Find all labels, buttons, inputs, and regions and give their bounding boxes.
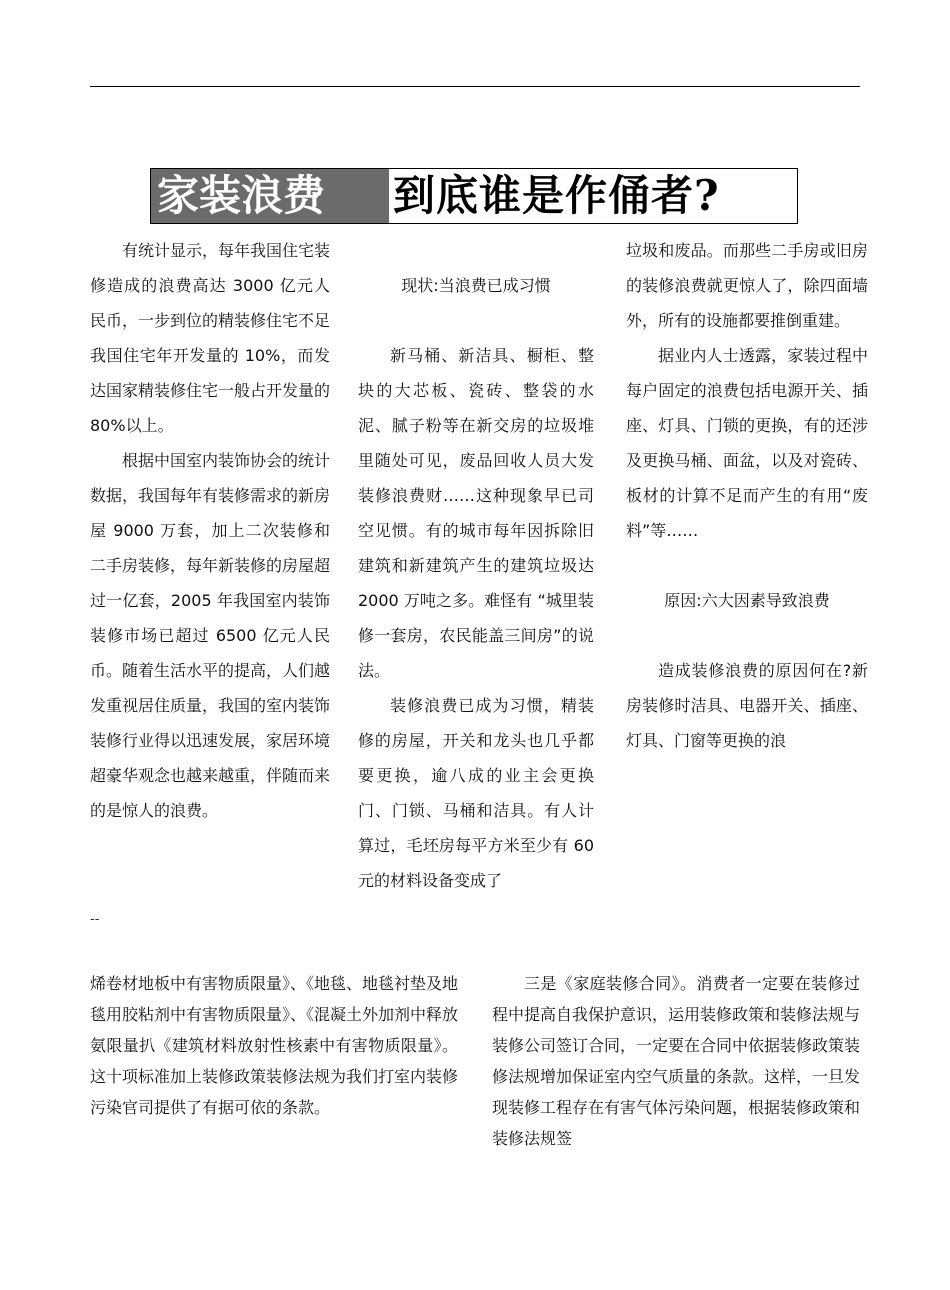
page-separator: --	[90, 912, 100, 927]
bottom-column-left	[90, 968, 458, 1123]
col2-spacer-heading	[358, 303, 594, 338]
top-rule	[90, 86, 860, 87]
col3-paragraph-3: 造成装修浪费的原因何在?新房装修时洁具、电器开关、插座、灯具、门窗等更换的浪	[626, 661, 868, 750]
title-right: 到底谁是作俑者?	[393, 171, 720, 220]
title-banner	[150, 168, 798, 224]
col1-paragraph-2: 根据中国室内装饰协会的统计数据，我国每年有装修需求的新房屋 9000 万套，加上二次装修和二手房装修，每年新装修的房屋超过一亿套，2005 年我国室内装饰装修市场已超过 6500 亿元人民币。随着生活水平的提高，人们越发重视居住质量，我国的室内装饰装修行业得以迅速发展，家居环境超豪华观念也越来越重，伴随而来的是惊人的浪费。	[90, 451, 331, 820]
col3-spacer-heading	[626, 618, 868, 653]
col3-paragraph-1: 垃圾和废品。而那些二手房或旧房的装修浪费就更惊人了，除四面墙外，所有的设施都要推倒重建。	[626, 241, 868, 330]
col2-paragraph-1: 新马桶、新洁具、橱柜、整块的大芯板、瓷砖、整袋的水泥、腻子粉等在新交房的垃圾堆里随处可见，废品回收人员大发装修浪费财……这种现象早已司空见惯。有的城市每年因拆除旧建筑和新建筑产生的建筑垃圾达 2000 万吨之多。难怪有 “城里装修一套房，农民能盖三间房”的说法。	[358, 346, 594, 680]
col3-section-heading: 原因:六大因素导致浪费	[664, 591, 830, 610]
col3-spacer-top	[626, 548, 868, 583]
col3-paragraph-2: 据业内人士透露，家装过程中每户固定的浪费包括电源开关、插座、灯具、门锁的更换，有的还涉及更换马桶、面盆，以及对瓷砖、板材的计算不足而产生的有用“废料”等……	[626, 346, 868, 540]
column-3	[626, 233, 868, 758]
col2-paragraph-2: 装修浪费已成为习惯，精装修的房屋，开关和龙头也几乎都要更换，逾八成的业主会更换门、门锁、马桶和洁具。有人计算过，毛坯房每平方米至少有 60 元的材料设备变成了	[358, 696, 594, 890]
column-1	[90, 233, 330, 828]
bottom-right-paragraph: 三是《家庭装修合同》。消费者一定要在装修过程中提高自我保护意识，运用装修政策和装修法规与装修公司签订合同，一定要在合同中依据装修政策装修法规增加保证室内空气质量的条款。这样，一旦发现装修工程存在有害气体污染问题，根据装修政策和装修法规签	[492, 974, 861, 1148]
col2-spacer-top	[358, 233, 594, 268]
column-2	[358, 233, 594, 898]
col2-section-heading: 现状:当浪费已成习惯	[401, 276, 551, 295]
title-left: 家装浪费	[151, 169, 389, 223]
bottom-left-paragraph: 烯卷材地板中有害物质限量》、《地毯、地毯衬垫及地毯用胶粘剂中有害物质限量》、《混凝土外加剂中释放氨限量扒《建筑材料放射性核素中有害物质限量》。这十项标准加上装修政策装修法规为我们打室内装修污染官司提供了有据可依的条款。	[90, 974, 459, 1117]
col1-paragraph-1: 有统计显示，每年我国住宅装修造成的浪费高达 3000 亿元人民币，一步到位的精装修住宅不足我国住宅年开发量的 10%，而发达国家精装修住宅一般占开发量的 80%以上。	[90, 241, 331, 435]
bottom-column-right	[492, 968, 860, 1154]
